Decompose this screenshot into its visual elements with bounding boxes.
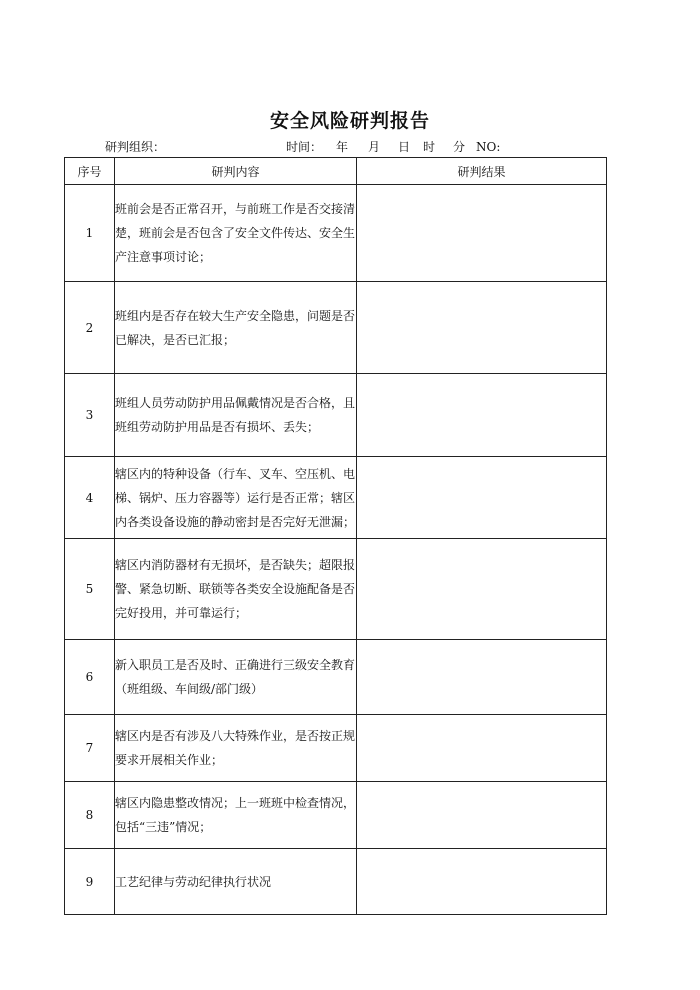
- row-content-text: 辖区内是否有涉及八大特殊作业，是否按正规要求开展相关作业；: [115, 729, 356, 767]
- row-result-cell[interactable]: [357, 539, 607, 640]
- header-no: 序号: [65, 158, 115, 185]
- row-number: 2: [65, 282, 115, 374]
- table-row: [65, 185, 607, 282]
- row-content-text: 辖区内消防器材有无损坏，是否缺失；超限报警、紧急切断、联锁等各类安全设施配备是否完好投用，并可靠运行；: [115, 558, 356, 620]
- no-label: NO:: [476, 140, 501, 154]
- row-number: 3: [65, 374, 115, 457]
- minute-label: 分: [453, 140, 466, 154]
- row-result-cell[interactable]: [357, 849, 607, 915]
- table-row: [65, 374, 607, 457]
- row-content: [115, 374, 357, 457]
- row-result-cell[interactable]: [357, 374, 607, 457]
- row-content-text: 工艺纪律与劳动纪律执行状况: [115, 874, 272, 889]
- row-result-cell[interactable]: [357, 185, 607, 282]
- row-content: [115, 715, 357, 782]
- hour-label: 时: [423, 140, 436, 154]
- row-content: [115, 782, 357, 849]
- row-content: [115, 640, 357, 715]
- header-content: 研判内容: [115, 158, 357, 185]
- row-content: [115, 849, 357, 915]
- header-result: 研判结果: [357, 158, 607, 185]
- row-content: [115, 457, 357, 539]
- row-result-cell[interactable]: [357, 457, 607, 539]
- row-number: 6: [65, 640, 115, 715]
- row-content-text: 辖区内的特种设备（行车、叉车、空压机、电梯、锅炉、压力容器等）运行是否正常；辖区内各类设备设施的静动密封是否完好无泄漏；: [115, 466, 356, 529]
- row-number: 9: [65, 849, 115, 915]
- table-row: [65, 457, 607, 539]
- row-result-cell[interactable]: [357, 715, 607, 782]
- risk-assessment-table: [64, 157, 607, 915]
- row-number: 7: [65, 715, 115, 782]
- row-number: 4: [65, 457, 115, 539]
- row-result-cell[interactable]: [357, 782, 607, 849]
- row-content-text: 班前会是否正常召开，与前班工作是否交接清楚，班前会是否包含了安全文件传达、安全生产注意事项讨论；: [115, 202, 356, 264]
- org-label: 研判组织：: [105, 140, 166, 154]
- row-content-text: 辖区内隐患整改情况；上一班班中检查情况，包括“三违”情况；: [115, 796, 356, 834]
- row-number: 8: [65, 782, 115, 849]
- row-content-text: 班组人员劳动防护用品佩戴情况是否合格，且班组劳动防护用品是否有损坏、丢失；: [115, 396, 356, 434]
- table-row: [65, 849, 607, 915]
- table-row: [65, 782, 607, 849]
- table-row: [65, 539, 607, 640]
- day-label: 日: [398, 140, 411, 154]
- time-label: 时间：: [286, 140, 323, 154]
- row-content: [115, 282, 357, 374]
- row-content-text: 班组内是否存在较大生产安全隐患，问题是否已解决，是否已汇报；: [115, 308, 356, 347]
- row-number: 1: [65, 185, 115, 282]
- table-row: [65, 282, 607, 374]
- page-title: 安全风险研判报告: [269, 110, 430, 132]
- row-content: [115, 539, 357, 640]
- year-label: 年: [336, 140, 349, 154]
- row-content-text: 新入职员工是否及时、正确进行三级安全教育（班组级、车间级/部门级）: [115, 658, 356, 696]
- table-row: [65, 640, 607, 715]
- table-header-row: [65, 158, 607, 185]
- table-row: [65, 715, 607, 782]
- row-result-cell[interactable]: [357, 282, 607, 374]
- row-number: 5: [65, 539, 115, 640]
- month-label: 月: [368, 140, 381, 154]
- row-content: [115, 185, 357, 282]
- row-result-cell[interactable]: [357, 640, 607, 715]
